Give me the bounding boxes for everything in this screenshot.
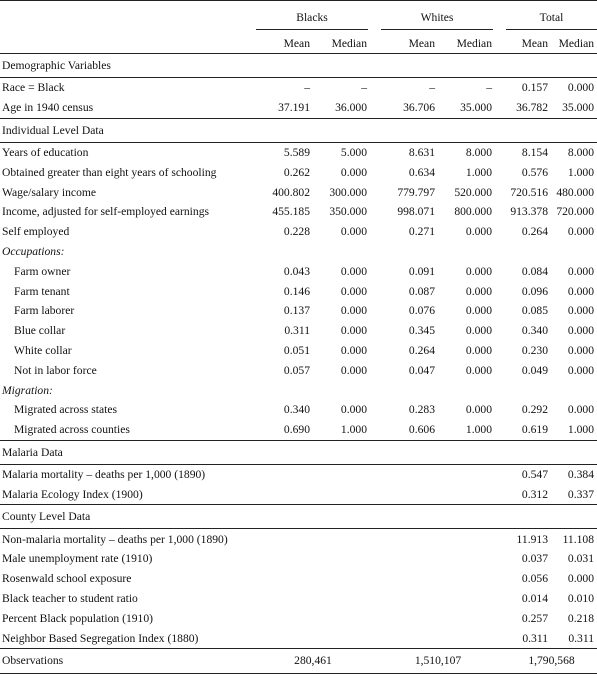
cell-total-mean: 0.085 <box>521 304 548 318</box>
cell-total-median: 35.000 <box>551 98 597 118</box>
spacer-cell <box>495 648 506 673</box>
spacer-cell <box>370 569 381 589</box>
cell-blacks-median <box>313 549 370 569</box>
cell-blacks-mean: 0.340 <box>283 403 310 417</box>
col-header-mean: Mean <box>381 33 438 54</box>
cell-blacks-mean <box>256 628 313 648</box>
spacer-cell <box>495 628 506 648</box>
cell-total-median: 0.384 <box>567 467 595 481</box>
spacer-cell <box>370 182 381 202</box>
spacer-cell <box>495 281 506 301</box>
spacer-cell <box>495 529 506 549</box>
spacer-cell <box>495 1 506 34</box>
spacer-cell <box>495 202 506 222</box>
observations-label: Observations <box>0 648 256 673</box>
cell-total-median: 480.000 <box>556 185 595 199</box>
cell-total-mean: 0.311 <box>506 628 551 648</box>
cell-blacks-mean: 0.262 <box>283 165 310 179</box>
cell-whites-median: 1.000 <box>465 165 492 179</box>
cell-blacks-median: 0.000 <box>340 225 367 239</box>
subsection-row <box>0 380 597 400</box>
group-header-whites <box>381 1 495 34</box>
cell-total-mean: 0.292 <box>521 403 548 417</box>
spacer-cell <box>495 589 506 609</box>
row-label: Income, adjusted for self-employed earnings <box>2 205 210 219</box>
spacer-cell <box>370 464 381 484</box>
cell-whites-mean: 0.091 <box>408 264 435 278</box>
row-label: Age in 1940 census <box>0 98 256 118</box>
cell-whites-mean <box>381 484 438 504</box>
spacer-cell <box>370 549 381 569</box>
cell-blacks-median: 0.000 <box>340 363 367 377</box>
cell-whites-median <box>438 464 495 484</box>
cell-total-mean: 11.913 <box>516 532 548 546</box>
row-label: Self employed <box>2 225 70 239</box>
cell-total-median: 0.000 <box>567 363 595 377</box>
cell-total-mean: 0.547 <box>521 467 548 481</box>
header-blank-cell <box>0 1 256 34</box>
spacer-cell <box>495 400 506 420</box>
cell-whites-mean: 0.271 <box>408 225 435 239</box>
cell-blacks-mean: 0.137 <box>283 304 310 318</box>
spacer-cell <box>370 261 381 281</box>
cell-whites-mean: 0.283 <box>408 403 435 417</box>
table-row <box>0 589 597 609</box>
col-header-median: Median <box>438 33 495 54</box>
table-row <box>0 182 597 202</box>
cell-blacks-median: 0.000 <box>340 165 367 179</box>
cell-blacks-median <box>313 608 370 628</box>
cell-total-mean: 0.576 <box>521 165 548 179</box>
cell-blacks-mean <box>256 569 313 589</box>
spacer-cell <box>370 78 381 98</box>
cell-blacks-mean: – <box>304 81 310 95</box>
row-label: White collar <box>14 343 72 357</box>
cell-total-median: 0.000 <box>567 264 595 278</box>
cell-total-mean: 0.056 <box>521 572 548 586</box>
table-row <box>0 341 597 361</box>
cell-whites-median: 0.000 <box>465 343 492 357</box>
row-label: Years of education <box>2 145 89 159</box>
cell-total-median: 1.000 <box>551 420 597 440</box>
cell-whites-mean: 0.606 <box>381 420 438 440</box>
cell-whites-mean <box>381 464 438 484</box>
section-header-row <box>0 505 597 529</box>
cell-total-median: 0.000 <box>567 324 595 338</box>
cell-whites-mean: 0.076 <box>408 304 435 318</box>
row-label: Migrated across counties <box>0 420 256 440</box>
table-row <box>0 301 597 321</box>
spacer-cell <box>495 98 506 118</box>
row-label: Blue collar <box>14 324 66 338</box>
cell-whites-median <box>438 484 495 504</box>
cell-blacks-median: 350.000 <box>329 205 367 219</box>
spacer-cell <box>495 222 506 242</box>
spacer-cell <box>495 341 506 361</box>
spacer-cell <box>370 142 381 162</box>
table-row <box>0 400 597 420</box>
cell-whites-mean: 0.345 <box>408 324 435 338</box>
cell-total-mean: 0.264 <box>521 225 548 239</box>
cell-whites-mean: – <box>429 81 435 95</box>
spacer-cell <box>370 648 381 673</box>
cell-total-mean: 0.257 <box>521 611 548 625</box>
header-blank-cell <box>0 33 256 54</box>
spacer-cell <box>495 301 506 321</box>
cell-blacks-mean: 0.146 <box>283 284 310 298</box>
cell-whites-mean <box>381 529 438 549</box>
cell-total-mean: 0.230 <box>521 343 548 357</box>
cell-blacks-mean <box>256 589 313 609</box>
cell-blacks-median: 0.000 <box>340 284 367 298</box>
cell-whites-median: 0.000 <box>465 324 492 338</box>
cell-whites-median: 800.000 <box>454 205 492 219</box>
cell-whites-median: 8.000 <box>465 145 492 159</box>
cell-whites-mean <box>381 549 438 569</box>
table-row <box>0 628 597 648</box>
spacer-cell <box>495 261 506 281</box>
spacer-cell <box>370 420 381 440</box>
cell-blacks-mean: 0.043 <box>283 264 310 278</box>
cell-whites-mean: 779.797 <box>397 185 435 199</box>
cell-total-median: 0.000 <box>567 403 595 417</box>
col-header-median: Median <box>313 33 370 54</box>
cell-total-mean: 0.312 <box>506 484 551 504</box>
spacer-cell <box>370 360 381 380</box>
group-label-total: Total <box>506 5 597 30</box>
row-label: Not in labor force <box>14 363 97 377</box>
cell-blacks-mean: 455.185 <box>272 205 310 219</box>
cell-blacks-mean: 5.589 <box>283 145 310 159</box>
cell-total-median: 0.000 <box>567 304 595 318</box>
col-header-mean: Mean <box>506 33 551 54</box>
cell-whites-median: 0.000 <box>465 264 492 278</box>
cell-blacks-median <box>313 589 370 609</box>
section-title-malaria: Malaria Data <box>0 440 597 464</box>
cell-whites-median <box>438 628 495 648</box>
section-title-individual: Individual Level Data <box>0 118 597 142</box>
spacer-cell <box>495 162 506 182</box>
spacer-cell <box>370 628 381 648</box>
group-label-whites: Whites <box>381 5 493 30</box>
table-row <box>0 202 597 222</box>
cell-whites-mean: 0.264 <box>408 343 435 357</box>
cell-blacks-median: 0.000 <box>340 264 367 278</box>
spacer-cell <box>370 484 381 504</box>
cell-whites-median: 35.000 <box>438 98 495 118</box>
cell-blacks-median <box>313 529 370 549</box>
spacer-cell <box>495 321 506 341</box>
cell-whites-median <box>438 589 495 609</box>
spacer-cell <box>370 608 381 628</box>
table-row <box>0 78 597 98</box>
cell-total-mean: 36.782 <box>506 98 551 118</box>
observations-total: 1,790,568 <box>506 648 597 673</box>
cell-blacks-median: 5.000 <box>340 145 367 159</box>
cell-whites-median: 0.000 <box>465 363 492 377</box>
cell-whites-mean: 0.634 <box>408 165 435 179</box>
row-label: Wage/salary income <box>2 185 97 199</box>
subsection-title-migration: Migration: <box>2 383 53 397</box>
cell-blacks-mean <box>256 549 313 569</box>
cell-blacks-median: 300.000 <box>329 185 367 199</box>
col-header-median: Median <box>551 33 597 54</box>
cell-total-mean: 0.619 <box>506 420 551 440</box>
spacer-cell <box>370 321 381 341</box>
cell-whites-mean <box>381 569 438 589</box>
cell-total-median: 8.000 <box>567 145 595 159</box>
spacer-cell <box>495 420 506 440</box>
cell-whites-median <box>438 569 495 589</box>
cell-whites-median: 1.000 <box>438 420 495 440</box>
row-label: Farm laborer <box>14 304 75 318</box>
observations-whites: 1,510,107 <box>381 648 495 673</box>
row-label: Black teacher to student ratio <box>2 591 138 605</box>
cell-blacks-mean <box>256 484 313 504</box>
row-label: Malaria mortality – deaths per 1,000 (1890) <box>2 467 206 481</box>
cell-total-median: 0.000 <box>567 343 595 357</box>
cell-blacks-median: 36.000 <box>313 98 370 118</box>
cell-total-mean: 913.378 <box>510 205 548 219</box>
spacer-cell <box>495 33 506 54</box>
group-header-blacks <box>256 1 370 34</box>
cell-total-median: 11.108 <box>562 532 595 546</box>
table-row <box>0 549 597 569</box>
spacer-cell <box>495 608 506 628</box>
cell-whites-mean: 36.706 <box>381 98 438 118</box>
row-label: Race = Black <box>2 81 65 95</box>
spacer-cell <box>495 484 506 504</box>
row-label: Non-malaria mortality – deaths per 1,000 (1890) <box>2 532 228 546</box>
section-header-row <box>0 54 597 78</box>
spacer-cell <box>495 549 506 569</box>
group-label-blacks: Blacks <box>256 5 368 30</box>
row-label: Neighbor Based Segregation Index (1880) <box>0 628 256 648</box>
spacer-cell <box>370 589 381 609</box>
cell-blacks-median: 1.000 <box>313 420 370 440</box>
spacer-cell <box>370 529 381 549</box>
cell-whites-mean: 0.087 <box>408 284 435 298</box>
cell-total-median: 0.311 <box>551 628 597 648</box>
cell-whites-median <box>438 549 495 569</box>
spacer-cell <box>370 400 381 420</box>
cell-total-mean: 0.049 <box>521 363 548 377</box>
cell-blacks-mean: 37.191 <box>256 98 313 118</box>
cell-blacks-mean: 0.228 <box>283 225 310 239</box>
section-header-row <box>0 118 597 142</box>
cell-whites-median: 0.000 <box>465 403 492 417</box>
row-label: Migrated across states <box>14 403 118 417</box>
subsection-row <box>0 242 597 262</box>
spacer-cell <box>370 162 381 182</box>
spacer-cell <box>370 202 381 222</box>
table-row <box>0 142 597 162</box>
cell-whites-median: 0.000 <box>465 304 492 318</box>
cell-blacks-median <box>313 569 370 589</box>
cell-total-mean: 0.340 <box>521 324 548 338</box>
cell-blacks-median <box>313 484 370 504</box>
table-row <box>0 281 597 301</box>
cell-blacks-mean: 0.311 <box>284 324 310 338</box>
table-row <box>0 261 597 281</box>
stat-header-row <box>0 33 597 54</box>
cell-whites-mean <box>381 589 438 609</box>
table-row <box>0 162 597 182</box>
cell-total-median: 0.000 <box>567 284 595 298</box>
cell-total-median: 0.000 <box>567 572 595 586</box>
spacer-cell <box>495 182 506 202</box>
cell-blacks-mean: 400.802 <box>272 185 310 199</box>
spacer-cell <box>370 281 381 301</box>
group-header-row <box>0 1 597 34</box>
table-row <box>0 222 597 242</box>
cell-whites-median: 520.000 <box>454 185 492 199</box>
cell-blacks-median: 0.000 <box>340 324 367 338</box>
table-row <box>0 608 597 628</box>
col-header-mean: Mean <box>256 33 313 54</box>
spacer-cell <box>495 360 506 380</box>
cell-blacks-mean: 0.051 <box>283 343 310 357</box>
cell-blacks-median: 0.000 <box>340 343 367 357</box>
spacer-cell <box>370 98 381 118</box>
cell-total-median: 0.010 <box>567 591 595 605</box>
spacer-cell <box>495 569 506 589</box>
cell-whites-mean <box>381 608 438 628</box>
cell-whites-median: 0.000 <box>465 284 492 298</box>
cell-blacks-median: 0.000 <box>340 304 367 318</box>
section-header-row <box>0 440 597 464</box>
cell-blacks-median <box>313 464 370 484</box>
spacer-cell <box>370 33 381 54</box>
cell-blacks-mean: 0.057 <box>283 363 310 377</box>
spacer-cell <box>370 222 381 242</box>
row-label: Obtained greater than eight years of schooling <box>2 165 217 179</box>
cell-whites-mean: 998.071 <box>397 205 435 219</box>
cell-total-median: 0.337 <box>551 484 597 504</box>
cell-blacks-median: – <box>361 81 367 95</box>
cell-total-median: 0.031 <box>567 552 595 566</box>
row-label: Rosenwald school exposure <box>2 572 132 586</box>
row-label: Male unemployment rate (1910) <box>2 552 153 566</box>
cell-total-mean: 0.084 <box>521 264 548 278</box>
spacer-cell <box>495 78 506 98</box>
cell-blacks-mean: 0.690 <box>256 420 313 440</box>
cell-total-mean: 0.157 <box>521 81 548 95</box>
section-title-county: County Level Data <box>0 505 597 529</box>
cell-blacks-mean <box>256 529 313 549</box>
table-row <box>0 360 597 380</box>
cell-whites-median <box>438 529 495 549</box>
observations-row <box>0 648 597 673</box>
cell-whites-mean: 8.631 <box>408 145 435 159</box>
table-row <box>0 464 597 484</box>
cell-total-median: 1.000 <box>567 165 595 179</box>
cell-total-median: 0.218 <box>567 611 595 625</box>
cell-whites-median: – <box>486 81 492 95</box>
cell-whites-mean: 0.047 <box>408 363 435 377</box>
cell-blacks-mean <box>256 608 313 628</box>
row-label: Percent Black population (1910) <box>2 611 154 625</box>
cell-blacks-mean <box>256 464 313 484</box>
spacer-cell <box>370 341 381 361</box>
table-row <box>0 321 597 341</box>
cell-whites-mean <box>381 628 438 648</box>
row-label: Farm tenant <box>14 284 70 298</box>
subsection-title-occupations: Occupations: <box>2 244 65 258</box>
row-label: Farm owner <box>14 264 71 278</box>
spacer-cell <box>370 1 381 34</box>
cell-whites-median: 0.000 <box>465 225 492 239</box>
section-title-demographic: Demographic Variables <box>0 54 597 78</box>
cell-total-mean: 0.037 <box>521 552 548 566</box>
table-row <box>0 569 597 589</box>
group-header-total <box>506 1 597 34</box>
row-label: Malaria Ecology Index (1900) <box>0 484 256 504</box>
table-body <box>0 1 597 674</box>
cell-total-mean: 8.154 <box>521 145 548 159</box>
spacer-cell <box>495 142 506 162</box>
spacer-cell <box>495 464 506 484</box>
table-row <box>0 420 597 440</box>
cell-total-median: 0.000 <box>567 225 595 239</box>
table-row <box>0 529 597 549</box>
cell-blacks-median: 0.000 <box>340 403 367 417</box>
observations-blacks: 280,461 <box>256 648 370 673</box>
cell-total-mean: 720.516 <box>510 185 548 199</box>
cell-total-median: 0.000 <box>567 81 595 95</box>
table-row <box>0 484 597 504</box>
cell-blacks-median <box>313 628 370 648</box>
cell-whites-median <box>438 608 495 628</box>
cell-total-mean: 0.096 <box>521 284 548 298</box>
spacer-cell <box>370 301 381 321</box>
cell-total-mean: 0.014 <box>521 591 548 605</box>
cell-total-median: 720.000 <box>556 205 595 219</box>
table-row <box>0 98 597 118</box>
